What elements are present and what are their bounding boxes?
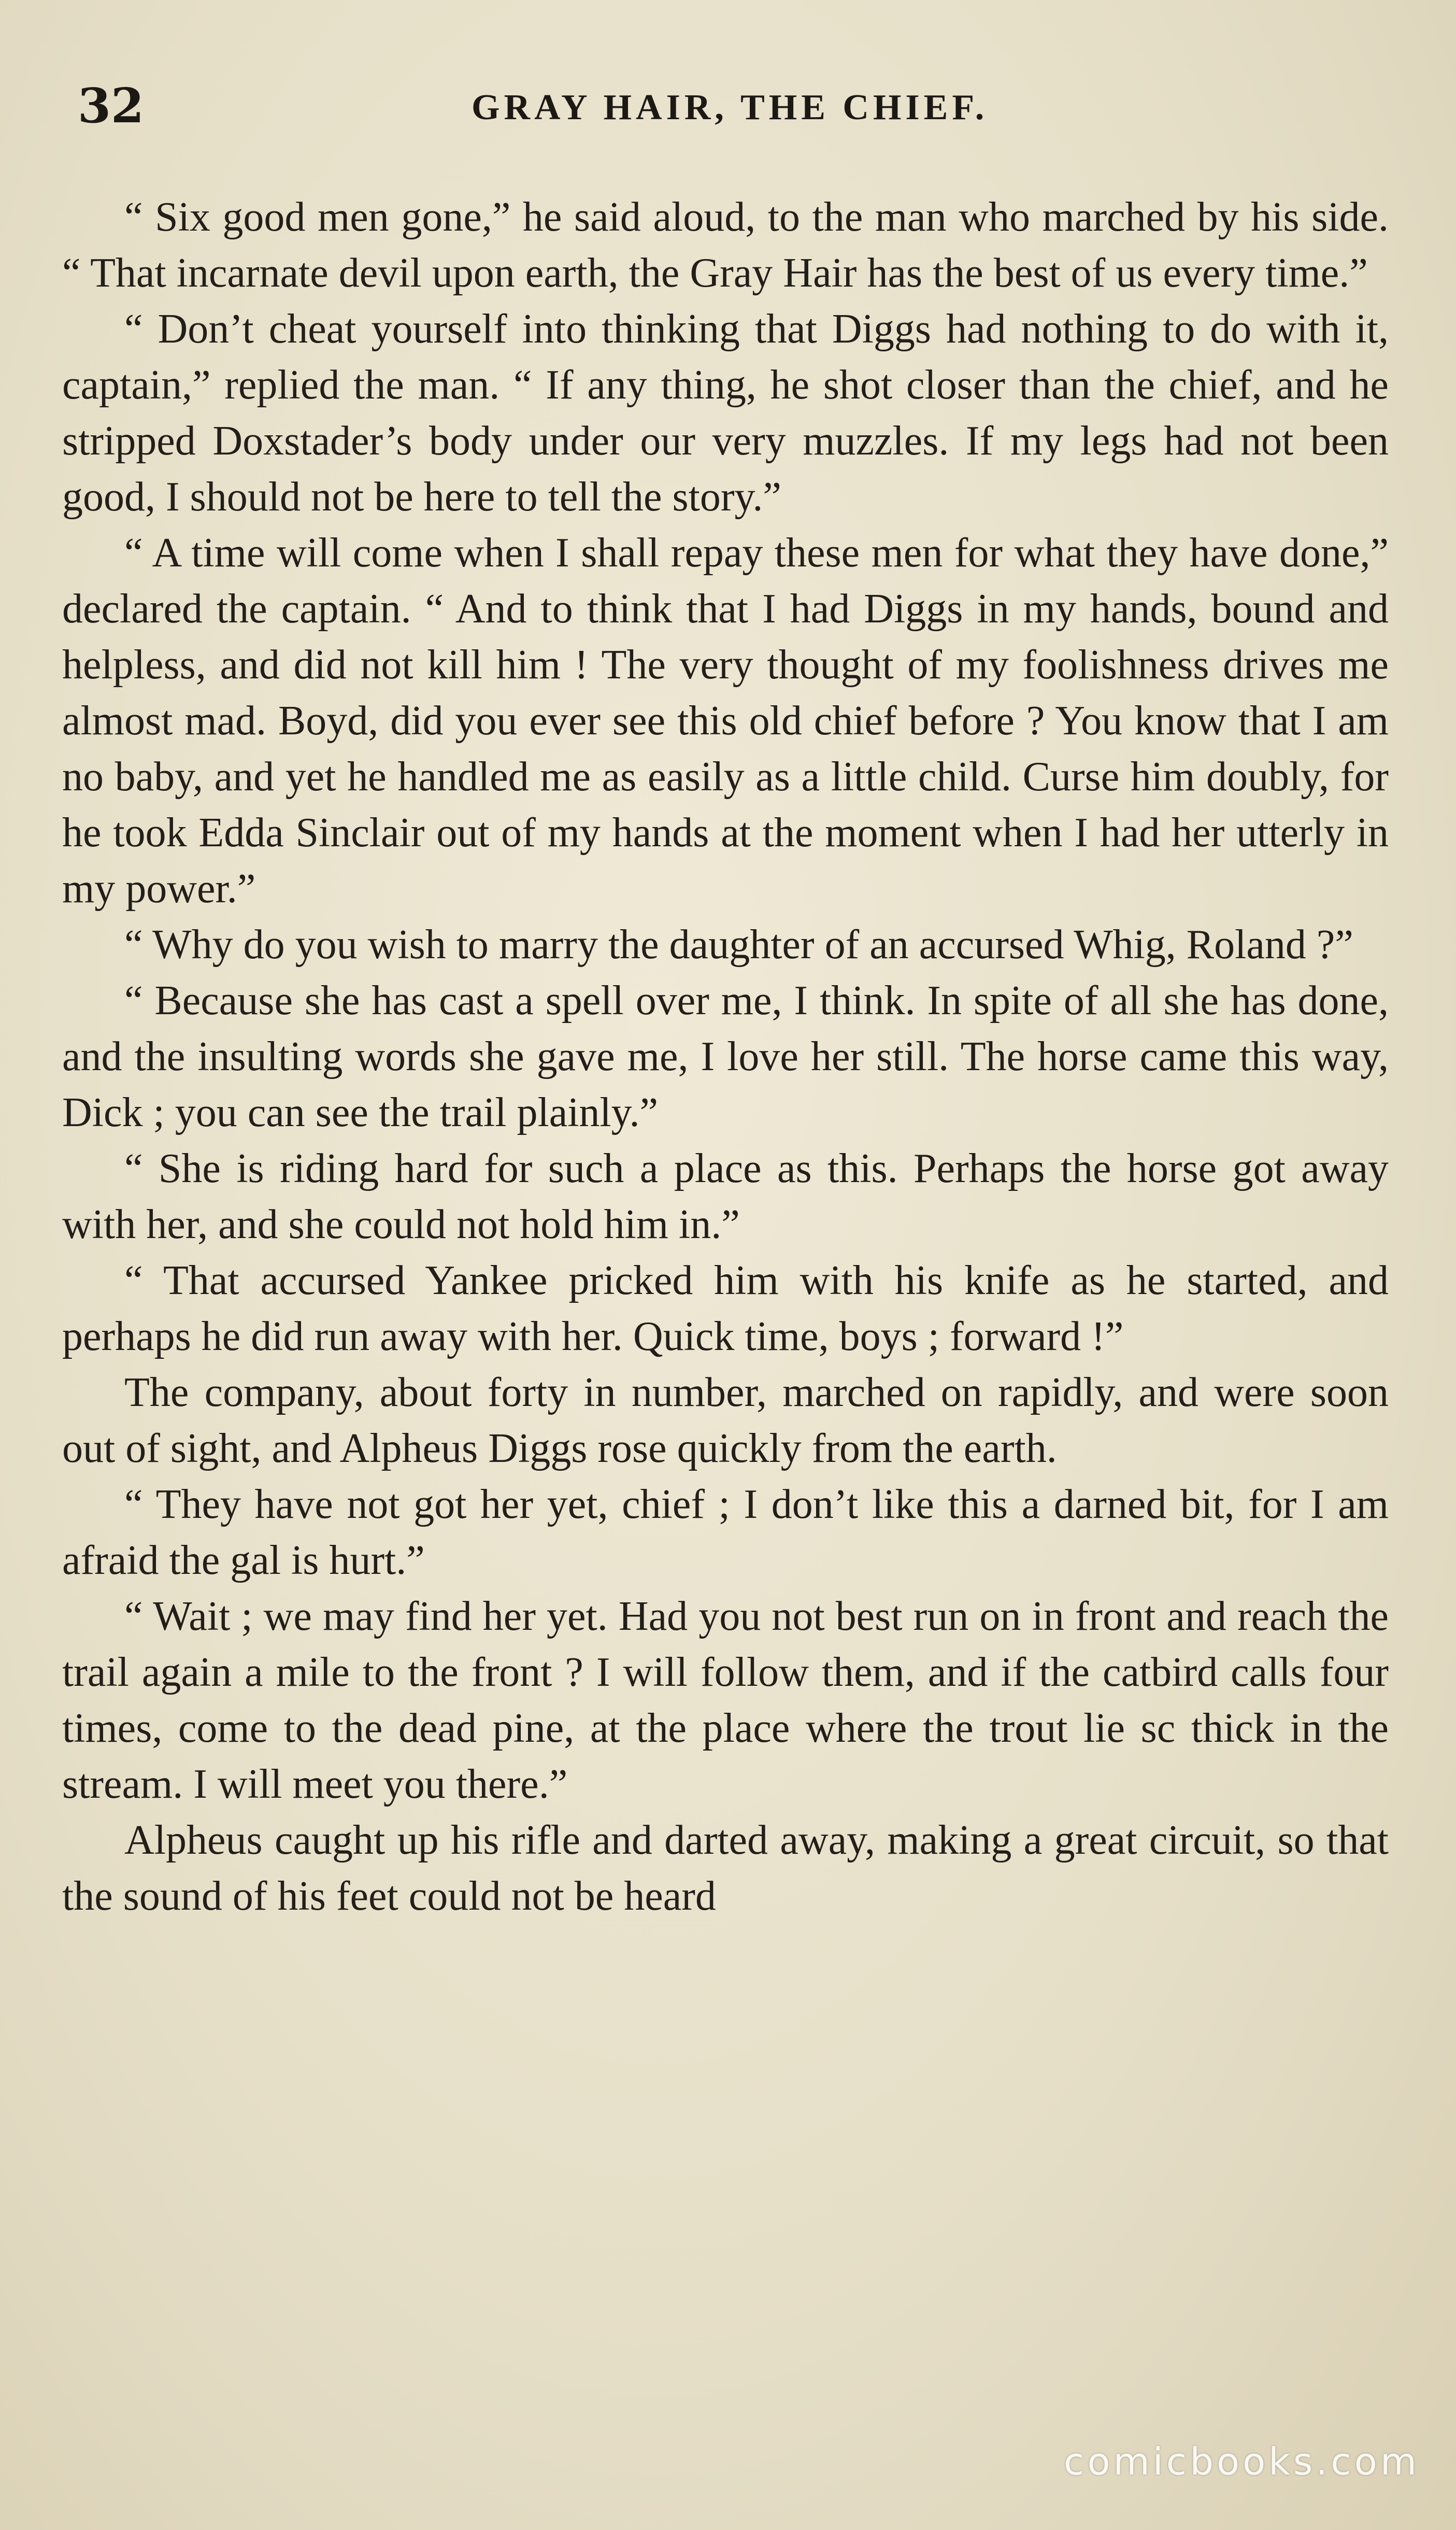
page-header [78, 78, 1383, 140]
paragraph: The company, about forty in number, marched on rapidly, and were soon out of sight, and Alpheus Diggs rose quickly from the earth. [62, 1370, 1389, 1471]
paragraph: “ A time will come when I shall repay these men for what they have done,” declared the captain. “ And to think that I had Diggs in my hands, bound and helpless, and did not kill him ! The very thought of my foolishness drives me almost mad. Boyd, did you ever see this old chief before ? You know that I am no baby, and yet he handled me as easily as a little child. Curse him doubly, for he took Edda Sinclair out of my hands at the moment when I had her utterly in my power.” [62, 530, 1389, 912]
page-number: 32 [78, 78, 145, 134]
paragraph: “ Wait ; we may find her yet. Had you not best run on in front and reach the trail again a mile to the front ? I will follow them, and if the catbird calls four times, come to the dead pine, at the place where the trout lie sc thick in the stream. I will meet you there.” [62, 1594, 1389, 1807]
paragraph: “ Don’t cheat yourself into thinking that Diggs had nothing to do with it, captain,” replied the man. “ If any thing, he shot closer than the chief, and he stripped Doxstader’s body under our very muzzles. If my legs had not been good, I should not be here to tell the story.” [62, 306, 1389, 520]
paragraph: “ That accursed Yankee pricked him with his knife as he started, and perhaps he did run away with her. Quick time, boys ; forward !” [62, 1258, 1389, 1359]
paragraph: Alpheus caught up his rifle and darted away, making a great circuit, so that the sound of his feet could not be heard [62, 1817, 1389, 1919]
paragraph: “ She is riding hard for such a place as this. Perhaps the horse got away with her, and she could not hold him in.” [62, 1146, 1389, 1247]
paragraph: “ Because she has cast a spell over me, I think. In spite of all she has done, and the insulting words she gave me, I love her still. The horse came this way, Dick ; you can see the trail plainly.” [62, 978, 1389, 1135]
body-text [62, 189, 1389, 1924]
paragraph: “ They have not got her yet, chief ; I don’t like this a darned bit, for I am afraid the gal is hurt.” [62, 1482, 1389, 1583]
paragraph: “ Six good men gone,” he said aloud, to the man who marched by his side. “ That incarnate devil upon earth, the Gray Hair has the best of us every time.” [62, 194, 1389, 296]
paragraph: “ Why do you wish to marry the daughter of an accursed Whig, Roland ?” [124, 922, 1353, 968]
watermark: comicbooks.com [1063, 2440, 1420, 2483]
running-head: GRAY HAIR, THE CHIEF. [472, 88, 989, 127]
